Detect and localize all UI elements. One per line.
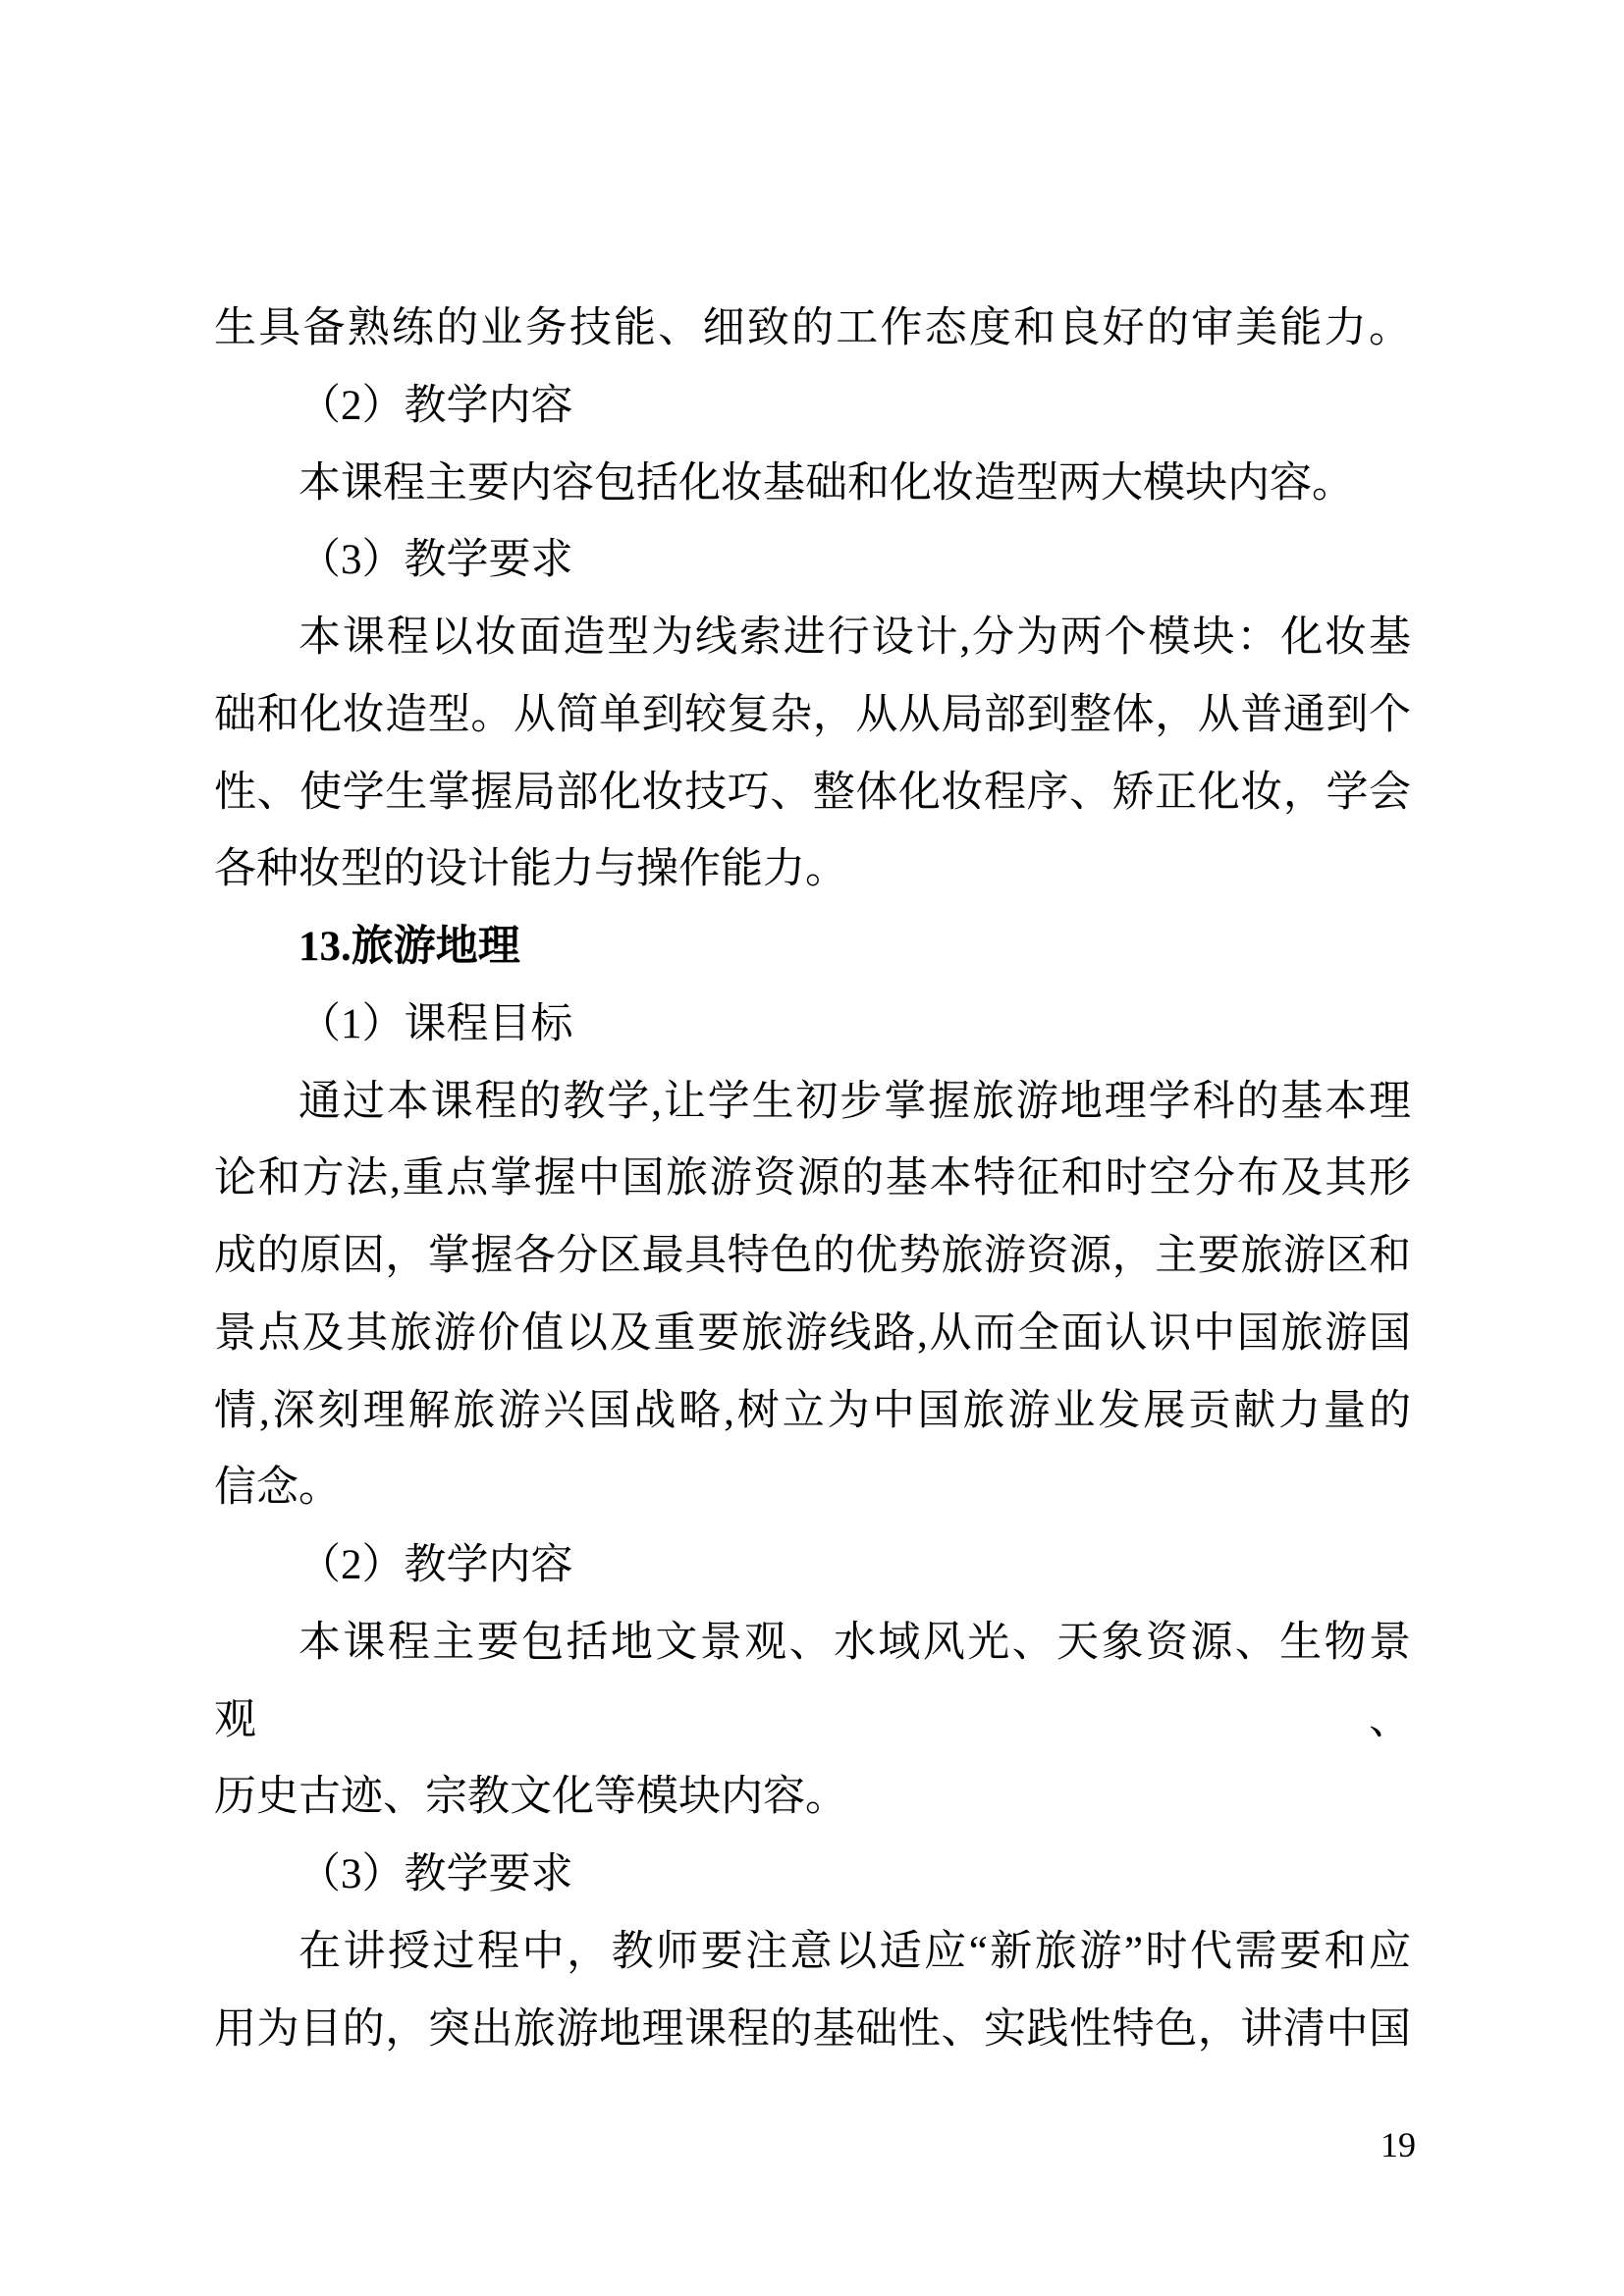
subheading-course-objectives: （1）课程目标 xyxy=(298,1000,573,1047)
document-text-block xyxy=(214,291,1411,2068)
text-line-11: 通过本课程的教学,让学生初步掌握旅游地理学科的基本理 xyxy=(298,1078,1411,1125)
text-line-5: 本课程以妆面造型为线索进行设计,分为两个模块：化妆基 xyxy=(298,614,1411,661)
subheading-teaching-requirements-1: （3）教学要求 xyxy=(298,537,573,584)
text-line-8: 各种妆型的设计能力与操作能力。 xyxy=(214,846,847,893)
subheading-teaching-content-2: （2）教学内容 xyxy=(298,1542,573,1588)
text-line-19: 历史古迹、宗教文化等模块内容。 xyxy=(214,1774,847,1821)
text-line-13: 成的原因，掌握各分区最具特色的优势旅游资源，主要旅游区和 xyxy=(214,1233,1411,1279)
text-line-6: 础和化妆造型。从简单到较复杂，从从局部到整体，从普通到个 xyxy=(214,691,1411,738)
page-number: 19 xyxy=(1380,2125,1416,2164)
text-line-21: 在讲授过程中，教师要注意以适应“新旅游”时代需要和应 xyxy=(298,1928,1411,1975)
text-line-3: 本课程主要内容包括化妆基础和化妆造型两大模块内容。 xyxy=(298,459,1354,507)
section-heading-tourism-geography: 13.旅游地理 xyxy=(298,924,520,970)
text-line-12: 论和方法,重点掌握中国旅游资源的基本特征和时空分布及其形 xyxy=(214,1155,1411,1202)
text-line-7: 性、使学生掌握局部化妆技巧、整体化妆程序、矫正化妆，学会 xyxy=(214,769,1411,816)
subheading-teaching-content-1: （2）教学内容 xyxy=(298,382,573,429)
text-line-18: 本课程主要包括地文景观、水域风光、天象资源、生物景观、 xyxy=(214,1619,1411,1743)
text-line-16: 信念。 xyxy=(214,1465,341,1512)
text-line-1: 生具备熟练的业务技能、细致的工作态度和良好的审美能力。 xyxy=(214,305,1411,351)
text-line-22: 用为目的，突出旅游地理课程的基础性、实践性特色，讲清中国 xyxy=(214,2005,1411,2053)
text-line-15: 情,深刻理解旅游兴国战略,树立为中国旅游业发展贡献力量的 xyxy=(214,1387,1411,1434)
subheading-teaching-requirements-2: （3）教学要求 xyxy=(298,1851,573,1897)
text-line-14: 景点及其旅游价值以及重要旅游线路,从而全面认识中国旅游国 xyxy=(214,1309,1411,1357)
